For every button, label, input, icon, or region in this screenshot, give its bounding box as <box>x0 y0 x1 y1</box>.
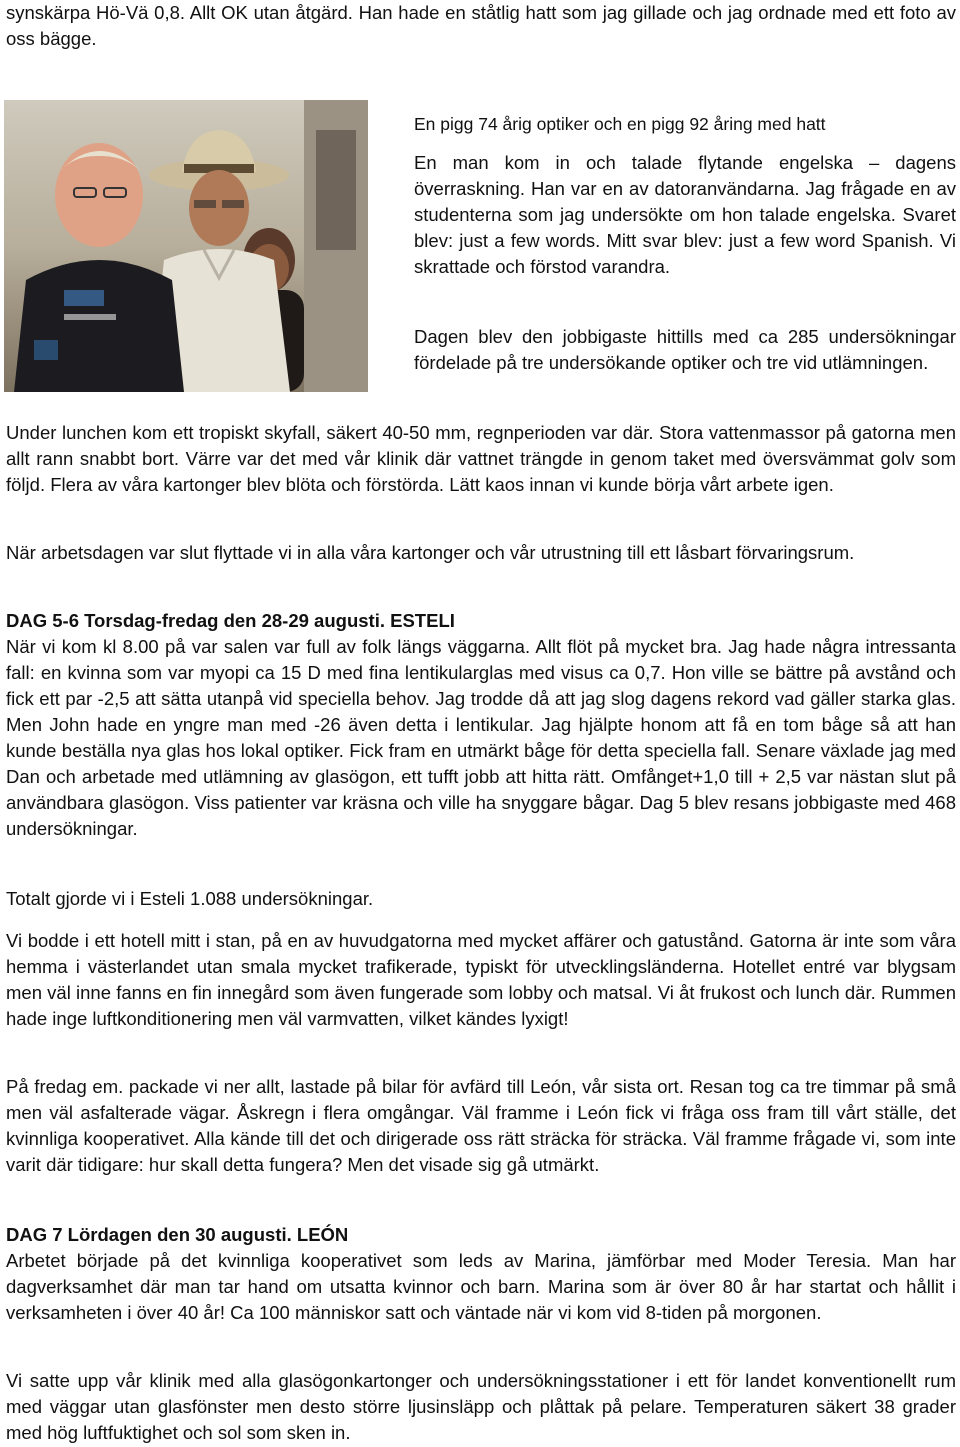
heading-day-5-6: DAG 5-6 Torsdag-fredag den 28-29 augusti. ESTELI <box>6 610 455 631</box>
paragraph-day-7: Arbetet började på det kvinnliga kooperativet som leds av Marina, jämförbar med Moder Teresia. Man har dagverksamhet där man tar hand om utsatta kvinnor och barn. Marina som är över 80 år har startat och hållit i verksamheten i över 40 år! Ca 100 människor satt och väntade när vi kom vid 8-tiden på morgonen. <box>6 1250 956 1323</box>
paragraph-day-5-6: När vi kom kl 8.00 på var salen var full av folk längs väggarna. Allt flöt på mycket bra. Jag hade några intressanta fall: en kvinna som var myopi ca 15 D med fina lentikularglas med visus ca 0,7. Hon ville se bättre på avstånd och fick ett par -2,5 att sätta utanpå vid speciella behov. Jag trodde då att jag slog dagens rekord vad gäller starka glas. Men John hade en yngre man med -26 även detta i lentikular. Jag hjälpte honom att få en tom båge så att han kunde beställa nya glas hos lokal optiker. Fick fram en utmärkt båge för detta speciella fall. Senare växlade jag med Dan och arbetade med utlämning av glasögon, ett tufft jobb att hitta rätt. Omfånget+1,0 till + 2,5 var nästan slut på användbara glasögon. Viss patienter var kräsna och ville ha snyggare bågar. Dag 5 blev resans jobbigaste med 468 undersökningar. <box>6 636 956 839</box>
paragraph-busiest-day: Dagen blev den jobbigaste hittills med ca 285 undersökningar fördelade på tre undersökande optiker och tre vid utlämningen. <box>414 326 956 373</box>
heading-day-7: DAG 7 Lördagen den 30 augusti. LEÓN <box>6 1224 349 1245</box>
photo-illustration <box>4 100 368 392</box>
photo-caption: En pigg 74 årig optiker och en pigg 92 åring med hatt <box>414 114 826 134</box>
paragraph-rain: Under lunchen kom ett tropiskt skyfall, säkert 40-50 mm, regnperioden var där. Stora vattenmassor på gatorna men allt rann snabbt bort. Värre var det med vår klinik där vattnet trängde in genom taket med översvämmat golv som följd. Flera av våra kartonger blev blöta och förstörda. Lätt kaos innan vi kunde börja vårt arbete igen. <box>6 422 956 495</box>
paragraph-intro: synskärpa Hö-Vä 0,8. Allt OK utan åtgärd. Han hade en ståtlig hatt som jag gillade och jag ordnade med ett foto av oss bägge. <box>6 2 956 49</box>
paragraph-total: Totalt gjorde vi i Esteli 1.088 undersökningar. <box>6 888 374 909</box>
paragraph-friday: På fredag em. packade vi ner allt, lastade på bilar för avfärd till León, vår sista ort. Resan tog ca tre timmar på små men väl asfalterade vägar. Åskregn i flera omgångar. Väl framme i León fick vi fråga oss fram till vårt ställe, det kvinnliga kooperativet. Alla kände till det och dirigerade oss rätt sträcka för sträcka. Väl framme frågade vi, som inte varit där tidigare: hur skall detta fungera? Men det visade sig gå utmärkt. <box>6 1076 956 1175</box>
paragraph-english: En man kom in och talade flytande engelska – dagens överraskning. Han var en av datoranvändarna. Jag frågade en av studenterna som jag undersökte om hon talade engelska. Svaret blev: just a few words. Mitt svar blev: just a few word Spanish. Vi skrattade och förstod varandra. <box>414 152 956 277</box>
photo-three-people <box>4 100 368 392</box>
paragraph-clinic: Vi satte upp vår klinik med alla glasögonkartonger och undersökningsstationer i ett för landet konventionellt rum med väggar utan glasfönster men desto större ljusinsläpp och plåttak på pelare. Temperaturen säkert 38 grader med hög luftfuktighet och sol som sken in. <box>6 1370 956 1443</box>
paragraph-storage: När arbetsdagen var slut flyttade vi in alla våra kartonger och vår utrustning till ett låsbart förvaringsrum. <box>6 542 855 563</box>
paragraph-hotel: Vi bodde i ett hotell mitt i stan, på en av huvudgatorna med mycket affärer och gatustånd. Gatorna är inte som våra hemma i västerlandet utan smala mycket trafikerade, typiskt för utvecklingsländerna. Hotellet entré var blygsam men väl inne fanns en fin innegård som även fungerade som lobby och matsal. Vi åt frukost och lunch där. Rummen hade inge luftkonditionering men väl varmvatten, vilket kändes lyxigt! <box>6 930 956 1029</box>
